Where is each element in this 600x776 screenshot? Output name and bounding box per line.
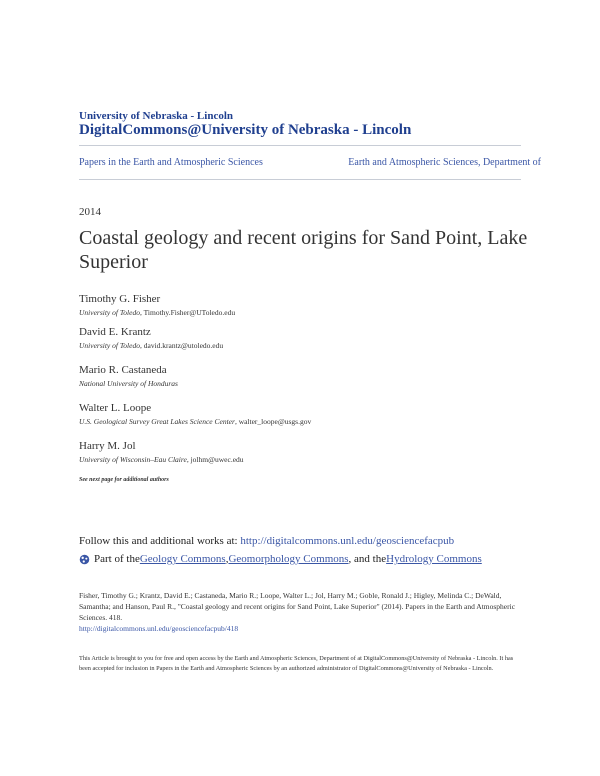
author-name: Mario R. Castaneda [79,364,167,376]
repository-link[interactable]: DigitalCommons@University of Nebraska - Lincoln [79,122,412,138]
department-link[interactable]: Earth and Atmospheric Sciences, Department of [348,157,541,168]
author-entry [79,402,311,426]
recommended-citation [79,590,527,634]
geomorphology-commons-link[interactable]: Geomorphology Commons [228,553,349,565]
author-email: Timothy.Fisher@UToledo.edu [143,308,236,317]
citation-url[interactable]: http://digitalcommons.unl.edu/geosciencefacpub/418 [79,624,239,633]
author-email: jolhm@uwec.edu [190,455,244,464]
author-email: david.krantz@utoledo.edu [143,341,224,350]
author-name: Harry M. Jol [79,440,136,452]
divider-bottom [79,179,521,180]
author-entry [79,293,235,317]
affiliation-text: National University of Honduras [79,379,178,388]
institution-link[interactable]: University of Nebraska - Lincoln [79,110,233,122]
publication-year: 2014 [79,206,101,218]
author-name: David E. Krantz [79,326,151,338]
follow-line [79,535,454,547]
commons-network-icon [79,554,90,565]
author-affiliation: U.S. Geological Survey Great Lakes Science Center, walter_loope@usgs.gov [79,417,312,426]
author-affiliation: University of Wisconsin–Eau Claire, jolhm@uwec.edu [79,455,244,464]
affiliation-text: U.S. Geological Survey Great Lakes Science Center [79,417,235,426]
author-entry [79,326,223,350]
author-affiliation [79,379,178,388]
part-of-prefix: Part of the [94,553,140,565]
hydrology-commons-link[interactable]: Hydrology Commons [386,553,482,565]
affiliation-text: University of Wisconsin–Eau Claire [79,455,187,464]
follow-prefix: Follow this and additional works at: [79,535,241,547]
author-name: Walter L. Loope [79,402,152,414]
paper-title: Coastal geology and recent origins for Sand Point, Lake Superior [79,227,528,273]
access-notice: This Article is brought to you for free and open access by the Earth and Atmospheric Sciences, Department of at DigitalCommons@University of Nebraska - Lincoln. It has been accepted for inclusion in Papers in the Earth and Atmospheric Sciences by an authorized administrator of DigitalCommons@University of Nebraska - Lincoln. [79,655,514,672]
author-email: walter_loope@usgs.gov [238,417,312,426]
author-entry [79,364,178,388]
citation-text: Fisher, Timothy G.; Krantz, David E.; Castaneda, Mario R.; Loope, Walter L.; Jol, Harry M.; Goble, Ronald J.; Higley, Melinda C.; DeWald, Samantha; and Hanson, Paul R., "Coastal geology and recent origins for Sand Point, Lake Superior" (2014). Papers in the Earth and Atmospheric Sciences. 418. [79,591,516,622]
follow-link[interactable]: http://digitalcommons.unl.edu/geosciencefacpub [240,535,455,547]
author-entry [79,440,244,464]
author-name: Timothy G. Fisher [79,293,161,305]
divider-top [79,145,521,146]
affiliation-text: University of Toledo [79,341,140,350]
series-link[interactable]: Papers in the Earth and Atmospheric Sciences [79,157,263,168]
author-affiliation: University of Toledo, david.krantz@utoledo.edu [79,341,224,350]
affiliation-text: University of Toledo [79,308,140,317]
see-next-note: See next page for additional authors [79,477,169,483]
author-affiliation: University of Toledo, Timothy.Fisher@UToledo.edu [79,308,236,317]
geology-commons-link[interactable]: Geology Commons [139,553,226,565]
part-of-line: Part of the Geology Commons , Geomorphology Commons , and the Hydrology Commons [79,553,482,565]
